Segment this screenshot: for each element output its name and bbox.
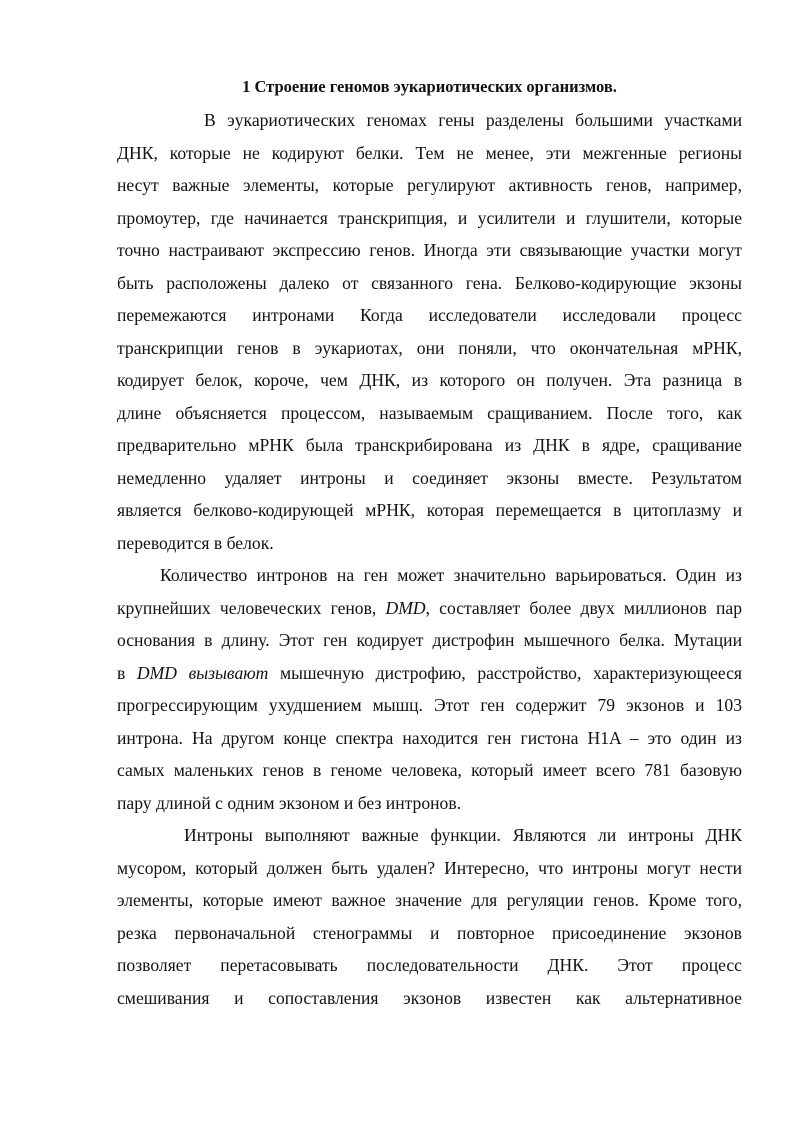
paragraph-line: резка первоначальной стенограммы и повторное присоединение экзонов xyxy=(117,923,742,943)
paragraph-line: мусором, который должен быть удален? Интересно, что интроны могут нести xyxy=(117,858,742,878)
text-run: крупнейших человеческих генов, xyxy=(117,598,386,618)
paragraph-line: основания в длину. Этот ген кодирует дистрофин мышечного белка. Мутации xyxy=(117,630,742,650)
paragraph-line: Количество интронов на ген может значительно варьироваться. Один из xyxy=(160,565,742,585)
section-heading: 1 Строение геномов эукариотических организмов. xyxy=(242,77,617,96)
paragraph-line: позволяет перетасовывать последовательности ДНК. Этот процесс xyxy=(117,955,742,975)
paragraph-line: пару длиной с одним экзоном и без интронов. xyxy=(117,793,462,813)
gene-name-italic: DMD xyxy=(385,598,426,618)
paragraph-line: немедленно удаляет интроны и соединяет экзоны вместе. Результатом xyxy=(117,468,742,488)
paragraph-line: смешивания и сопоставления экзонов известен как альтернативное xyxy=(117,988,742,1008)
paragraph-line: перемежаются интронами Когда исследователи исследовали процесс xyxy=(117,305,742,325)
paragraph-line: В эукариотических геномах гены разделены большими участками xyxy=(204,110,742,130)
text-run: мышечную дистрофию, расстройство, характеризующееся xyxy=(268,663,742,683)
paragraph-line: несут важные элементы, которые регулируют активность генов, например, xyxy=(117,175,742,195)
text-run: , составляет более двух миллионов пар xyxy=(425,598,742,618)
paragraph-line: точно настраивают экспрессию генов. Иногда эти связывающие участки могут xyxy=(117,240,742,260)
paragraph-line: самых маленьких генов в геноме человека, который имеет всего 781 базовую xyxy=(117,760,742,780)
paragraph-line: быть расположены далеко от связанного гена. Белково-кодирующие экзоны xyxy=(117,273,742,293)
paragraph-line: предварительно мРНК была транскрибирована из ДНК в ядре, сращивание xyxy=(117,435,742,455)
paragraph-line: промоутер, где начинается транскрипция, и усилители и глушители, которые xyxy=(117,208,742,228)
paragraph-line: ДНК, которые не кодируют белки. Тем не менее, эти межгенные регионы xyxy=(117,143,742,163)
paragraph-line: элементы, которые имеют важное значение для регуляции генов. Кроме того, xyxy=(117,890,742,910)
paragraph-line: кодирует белок, короче, чем ДНК, из которого он получен. Эта разница в xyxy=(117,370,742,390)
paragraph-line: является белково-кодирующей мРНК, которая перемещается в цитоплазму и xyxy=(117,500,742,520)
paragraph-line: прогрессирующим ухудшением мышц. Этот ген содержит 79 экзонов и 103 xyxy=(117,695,742,715)
paragraph-line xyxy=(117,660,742,686)
paragraph-line: Интроны выполняют важные функции. Являются ли интроны ДНК xyxy=(184,825,742,845)
paragraph-line xyxy=(117,595,742,621)
gene-name-italic: DMD вызывают xyxy=(136,663,269,683)
paragraph-line: транскрипции генов в эукариотах, они поняли, что окончательная мРНК, xyxy=(117,338,742,358)
paragraph-line: переводится в белок. xyxy=(117,533,274,553)
paragraph-line: длине объясняется процессом, называемым сращиванием. После того, как xyxy=(117,403,742,423)
paragraph-line: интрона. На другом конце спектра находится ген гистона H1A – это один из xyxy=(117,728,742,748)
text-run: в xyxy=(117,663,137,683)
